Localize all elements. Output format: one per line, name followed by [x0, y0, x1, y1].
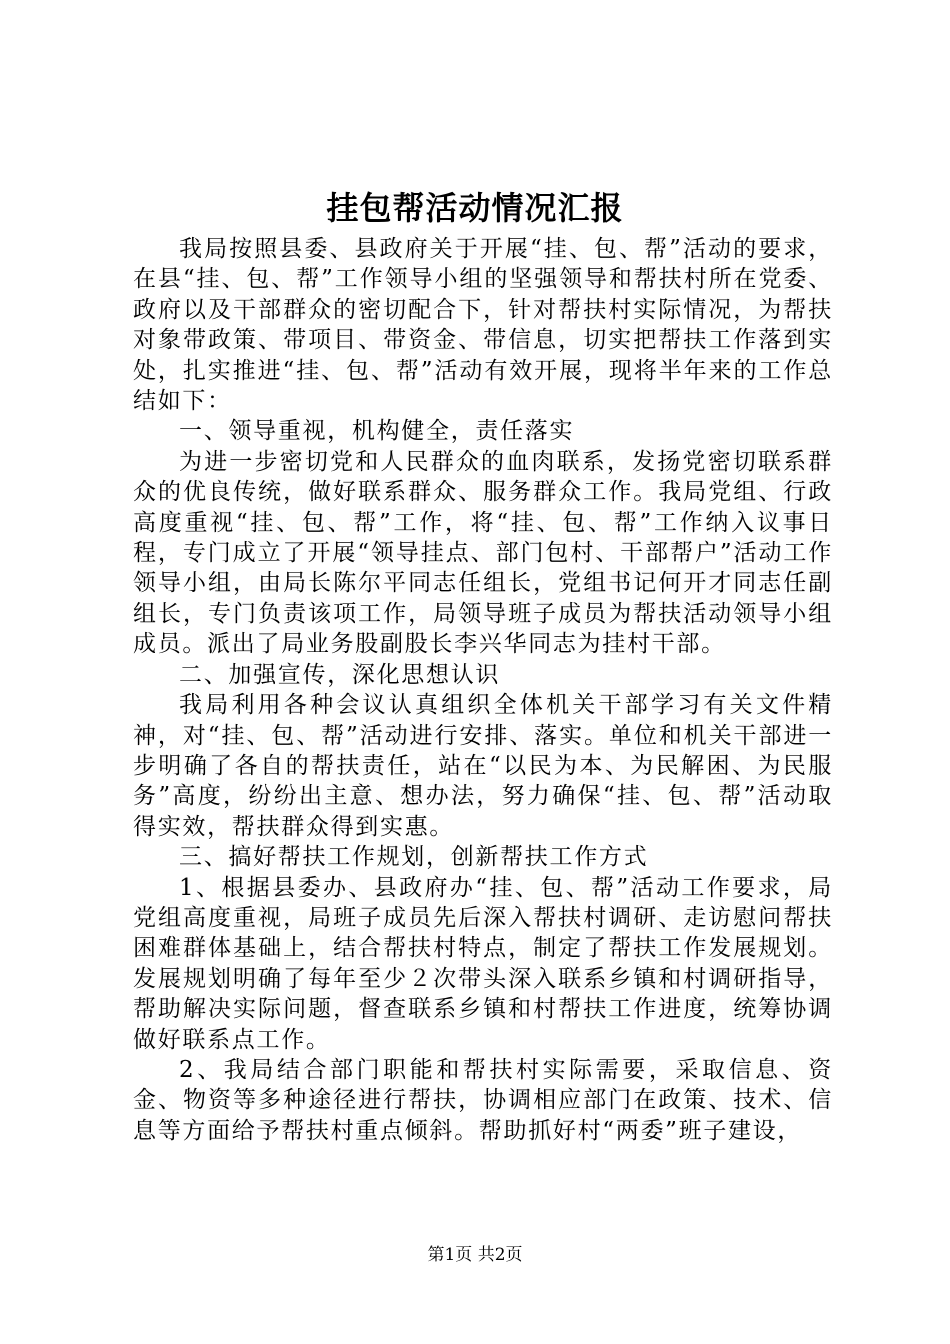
intro-paragraph: 我局按照县委、县政府关于开展“挂、包、帮”活动的要求，在县“挂、包、帮”工作领导小组的坚强领导和帮扶村所在党委、政府以及干部群众的密切配合下，针对帮扶村实际情况，为帮扶对象带政策、带项目、带资金、带信息，切实把帮扶工作落到实处，扎实推进“挂、包、帮”活动有效开展，现将半年来的工作总结如下： [133, 236, 833, 415]
document-title: 挂包帮活动情况汇报 [326, 189, 624, 227]
section-heading-1: 一、领导重视，机构健全，责任落实 [179, 418, 575, 445]
section-3-item-2: 2、我局结合部门职能和帮扶村实际需要，采取信息、资金、物资等多种途径进行帮扶，协调相应部门在政策、技术、信息等方面给予帮扶村重点倾斜。帮助抓好村“两委”班子建设， [133, 1056, 833, 1144]
section-heading-2: 二、加强宣传，深化思想认识 [179, 661, 501, 688]
document-body [133, 234, 833, 1146]
section-heading-3: 三、搞好帮扶工作规划，创新帮扶工作方式 [179, 844, 649, 871]
section-3-item-1: 1、根据县委办、县政府办“挂、包、帮”活动工作要求，局党组高度重视，局班子成员先后深入帮扶村调研、走访慰问帮扶困难群体基础上，结合帮扶村特点，制定了帮扶工作发展规划。发展规划明确了每年至少２次带头深入联系乡镇和村调研指导，帮助解决实际问题，督查联系乡镇和村帮扶工作进度，统筹协调做好联系点工作。 [133, 874, 833, 1053]
page-footer: 第1页 共2页 [427, 1245, 523, 1265]
section-1-paragraph: 为进一步密切党和人民群众的血肉联系，发扬党密切联系群众的优良传统，做好联系群众、服务群众工作。我局党组、行政高度重视“挂、包、帮”工作，将“挂、包、帮”工作纳入议事日程，专门成立了开展“领导挂点、部门包村、干部帮户”活动工作领导小组，由局长陈尔平同志任组长，党组书记何开才同志任副组长，专门负责该项工作，局领导班子成员为帮扶活动领导小组成员。派出了局业务股副股长李兴华同志为挂村干部。 [133, 448, 833, 658]
section-2-paragraph: 我局利用各种会议认真组织全体机关干部学习有关文件精神，对“挂、包、帮”活动进行安排、落实。单位和机关干部进一步明确了各自的帮扶责任，站在“以民为本、为民解困、为民服务”高度，纷纷出主意、想办法，努力确保“挂、包、帮”活动取得实效，帮扶群众得到实惠。 [133, 692, 833, 840]
